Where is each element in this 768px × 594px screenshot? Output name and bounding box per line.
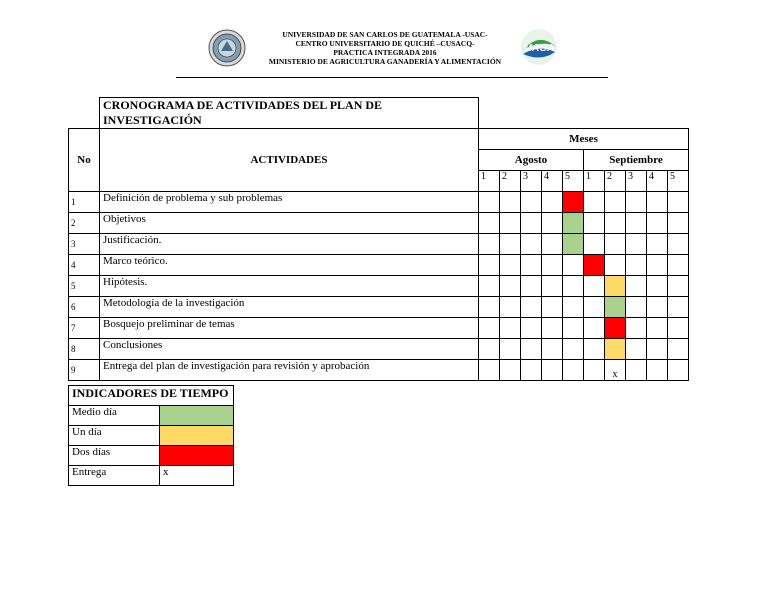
schedule-cell <box>542 255 563 276</box>
schedule-cell <box>668 276 689 297</box>
schedule-cell <box>479 297 500 318</box>
activity-row <box>69 360 689 381</box>
schedule-cell <box>563 297 584 318</box>
indicator-label: Entrega <box>69 466 160 486</box>
schedule-cell <box>500 276 521 297</box>
activity-row <box>69 297 689 318</box>
schedule-cell <box>479 234 500 255</box>
schedule-cell <box>521 276 542 297</box>
schedule-cell <box>647 255 668 276</box>
activity-number: 7 <box>69 318 100 339</box>
schedule-cell <box>542 234 563 255</box>
schedule-cell <box>479 255 500 276</box>
schedule-cell <box>605 213 626 234</box>
schedule-cell <box>542 192 563 213</box>
week-cell: 1 <box>584 171 605 192</box>
schedule-cell <box>584 318 605 339</box>
schedule-cell <box>563 318 584 339</box>
activity-row <box>69 339 689 360</box>
week-cell: 4 <box>647 171 668 192</box>
indicator-swatch <box>160 426 234 446</box>
week-cell: 5 <box>668 171 689 192</box>
schedule-cell <box>563 255 584 276</box>
indicator-row <box>69 446 234 466</box>
schedule-cell <box>479 276 500 297</box>
schedule-cell: x <box>605 360 626 381</box>
schedule-cell <box>500 255 521 276</box>
indicator-label: Dos días <box>69 446 160 466</box>
indicators-title: INDICADORES DE TIEMPO <box>69 386 234 406</box>
schedule-cell <box>521 318 542 339</box>
activity-number: 2 <box>69 213 100 234</box>
schedule-cell <box>668 297 689 318</box>
schedule-cell <box>626 234 647 255</box>
schedule-cell <box>647 360 668 381</box>
schedule-cell <box>563 360 584 381</box>
schedule-cell <box>521 360 542 381</box>
activity-row <box>69 255 689 276</box>
week-cell: 2 <box>605 171 626 192</box>
month-agosto: Agosto <box>479 150 584 171</box>
activity-number: 9 <box>69 360 100 381</box>
week-cell: 3 <box>521 171 542 192</box>
header-line-2: CENTRO UNIVERSITARIO DE QUICHÉ –CUSACQ- <box>295 39 475 48</box>
schedule-cell <box>584 360 605 381</box>
schedule-cell <box>647 192 668 213</box>
activity-number: 6 <box>69 297 100 318</box>
schedule-cell <box>500 192 521 213</box>
header-line-1: UNIVERSIDAD DE SAN CARLOS DE GUATEMALA -USAC- <box>282 30 488 39</box>
schedule-cell <box>563 276 584 297</box>
activity-number: 3 <box>69 234 100 255</box>
activity-row <box>69 192 689 213</box>
col-months-header: Meses <box>479 129 689 150</box>
schedule-cell <box>605 339 626 360</box>
schedule-cell <box>500 297 521 318</box>
month-septiembre: Septiembre <box>584 150 689 171</box>
schedule-cell <box>542 297 563 318</box>
schedule-cell <box>542 276 563 297</box>
indicator-label: Un día <box>69 426 160 446</box>
schedule-cell <box>521 297 542 318</box>
schedule-cell <box>479 360 500 381</box>
schedule-cell <box>500 318 521 339</box>
week-cell: 5 <box>563 171 584 192</box>
activity-name: Definición de problema y sub problemas <box>100 192 479 213</box>
schedule-cell <box>647 213 668 234</box>
schedule-cell <box>563 234 584 255</box>
schedule-title: CRONOGRAMA DE ACTIVIDADES DEL PLAN DE INVESTIGACIÓN <box>100 98 479 129</box>
activity-name: Conclusiones <box>100 339 479 360</box>
col-activities-header: ACTIVIDADES <box>100 129 479 192</box>
schedule-cell <box>605 276 626 297</box>
schedule-cell <box>626 297 647 318</box>
schedule-cell <box>521 213 542 234</box>
header-line-4: MINISTERIO DE AGRICULTURA GANADERÍA Y ALIMENTACIÓN <box>268 57 502 66</box>
schedule-cell <box>584 339 605 360</box>
activity-number: 1 <box>69 192 100 213</box>
schedule-cell <box>563 339 584 360</box>
schedule-cell <box>626 339 647 360</box>
schedule-cell <box>500 339 521 360</box>
indicators-table <box>68 385 234 486</box>
schedule-cell <box>605 192 626 213</box>
schedule-cell <box>584 234 605 255</box>
schedule-cell <box>626 360 647 381</box>
header-divider <box>176 77 608 78</box>
schedule-cell <box>479 192 500 213</box>
schedule-cell <box>647 339 668 360</box>
activity-name: Hipótesis. <box>100 276 479 297</box>
indicator-row <box>69 426 234 446</box>
schedule-cell <box>584 276 605 297</box>
schedule-cell <box>500 360 521 381</box>
schedule-cell <box>542 213 563 234</box>
schedule-cell <box>500 234 521 255</box>
week-cell: 4 <box>542 171 563 192</box>
schedule-cell <box>626 213 647 234</box>
schedule-cell <box>605 234 626 255</box>
schedule-cell <box>647 297 668 318</box>
indicator-swatch <box>160 446 234 466</box>
schedule-cell <box>479 213 500 234</box>
schedule-cell <box>668 234 689 255</box>
schedule-cell <box>668 192 689 213</box>
activity-row <box>69 234 689 255</box>
schedule-cell <box>605 255 626 276</box>
activity-name: Entrega del plan de investigación para revisión y aprobación <box>100 360 479 381</box>
activity-row <box>69 318 689 339</box>
activity-name: Marco teórico. <box>100 255 479 276</box>
schedule-cell <box>605 297 626 318</box>
schedule-cell <box>521 192 542 213</box>
indicator-row <box>69 466 234 486</box>
schedule-cell <box>500 213 521 234</box>
week-cell: 2 <box>500 171 521 192</box>
schedule-cell <box>521 255 542 276</box>
schedule-cell <box>542 339 563 360</box>
schedule-cell <box>647 234 668 255</box>
schedule-cell <box>584 213 605 234</box>
maga-logo-text: MAGA <box>523 43 555 54</box>
indicator-row <box>69 406 234 426</box>
schedule-cell <box>584 255 605 276</box>
schedule-cell <box>626 192 647 213</box>
activity-number: 5 <box>69 276 100 297</box>
activity-number: 8 <box>69 339 100 360</box>
schedule-cell <box>563 213 584 234</box>
schedule-cell <box>626 255 647 276</box>
schedule-cell <box>605 318 626 339</box>
schedule-cell <box>626 318 647 339</box>
activity-name: Justificación. <box>100 234 479 255</box>
indicator-swatch: x <box>160 466 234 486</box>
col-no-header: No <box>69 129 100 192</box>
indicator-swatch <box>160 406 234 426</box>
header-line-3: PRACTICA INTEGRADA 2016 <box>333 48 437 57</box>
schedule-cell <box>521 234 542 255</box>
activity-name: Objetivos <box>100 213 479 234</box>
schedule-cell <box>647 318 668 339</box>
indicator-label: Medio día <box>69 406 160 426</box>
schedule-cell <box>542 360 563 381</box>
activity-name: Metodología de la investigación <box>100 297 479 318</box>
schedule-cell <box>479 339 500 360</box>
activity-row <box>69 276 689 297</box>
schedule-cell <box>668 213 689 234</box>
schedule-cell <box>668 255 689 276</box>
schedule-cell <box>668 318 689 339</box>
activity-row <box>69 213 689 234</box>
schedule-cell <box>542 318 563 339</box>
schedule-cell <box>584 192 605 213</box>
activity-name: Bosquejo preliminar de temas <box>100 318 479 339</box>
maga-logo <box>519 28 559 66</box>
schedule-cell <box>668 360 689 381</box>
document-header <box>200 30 570 66</box>
schedule-cell <box>647 276 668 297</box>
week-cell: 1 <box>479 171 500 192</box>
schedule-cell <box>626 276 647 297</box>
schedule-cell <box>668 339 689 360</box>
activity-number: 4 <box>69 255 100 276</box>
schedule-cell <box>563 192 584 213</box>
schedule-cell <box>479 318 500 339</box>
week-cell: 3 <box>626 171 647 192</box>
schedule-cell <box>584 297 605 318</box>
schedule-cell <box>521 339 542 360</box>
schedule-table <box>68 97 689 381</box>
